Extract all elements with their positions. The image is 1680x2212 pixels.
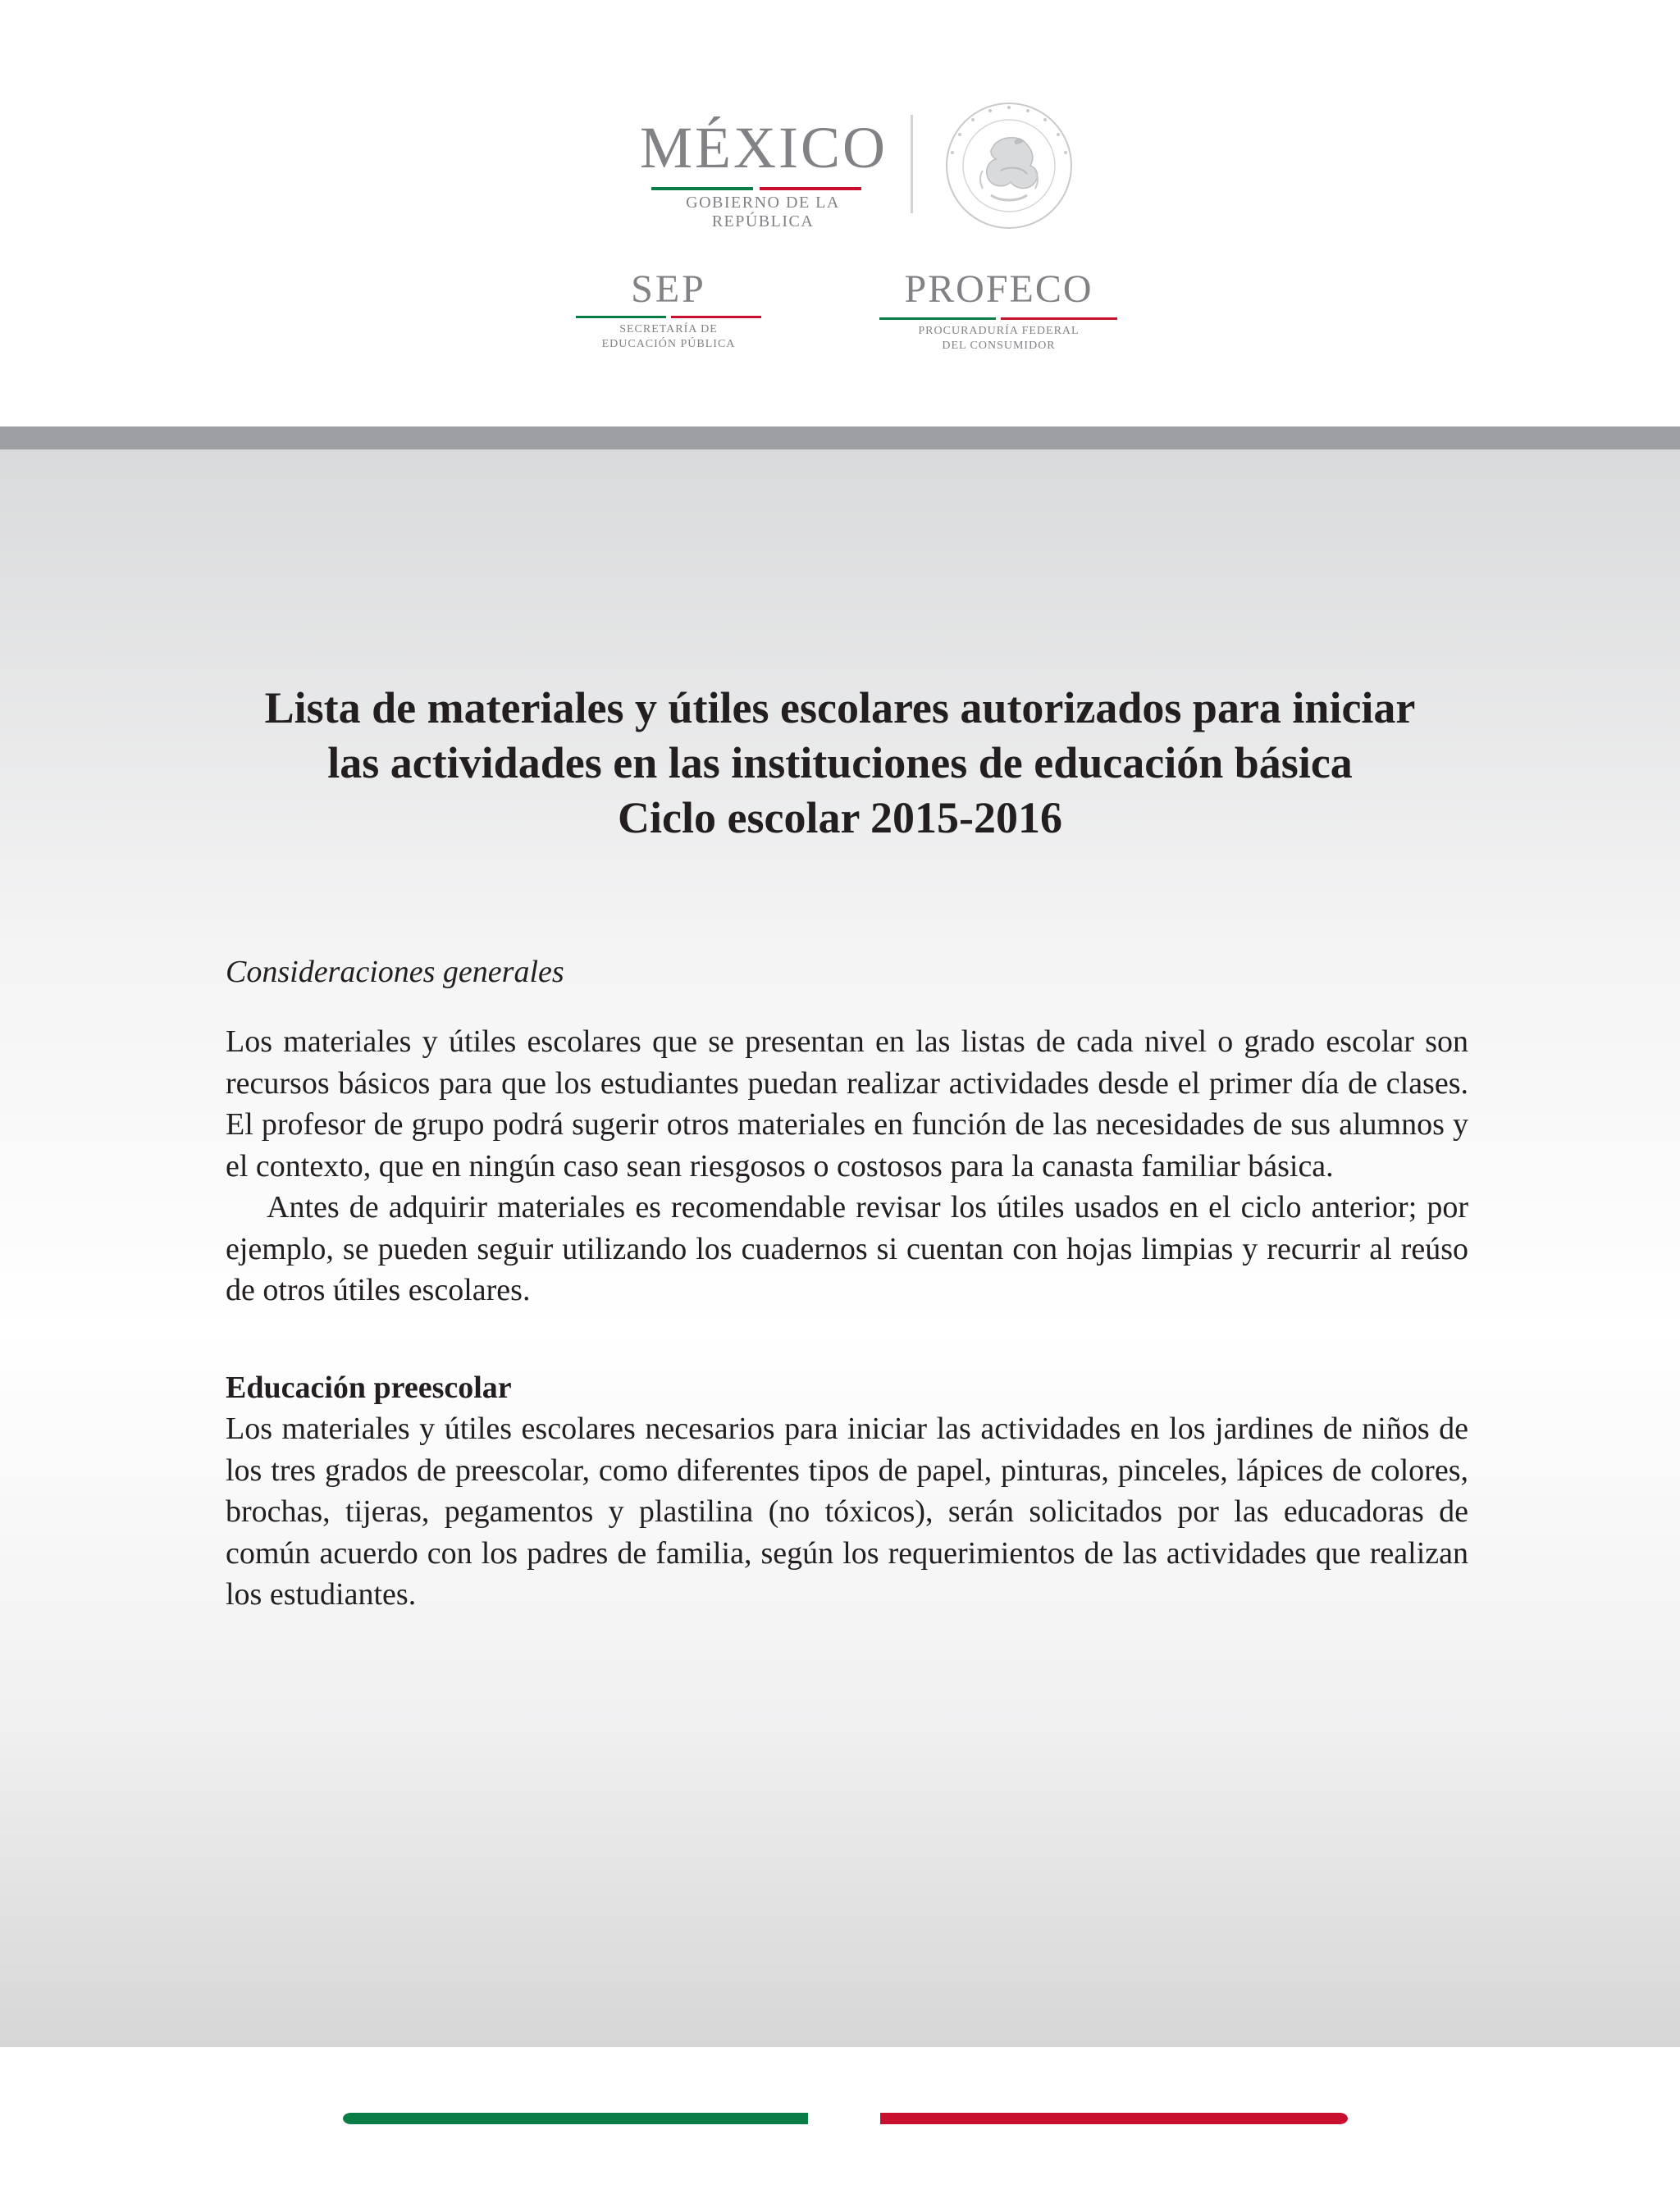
sep-logo: [574, 267, 763, 357]
profeco-wordmark: PROFECO: [904, 267, 1093, 311]
mexico-wordmark: MÉXICO: [640, 115, 888, 180]
document-title: [205, 681, 1475, 846]
profeco-subtitle-line1: PROCURADURÍA FEDERAL: [918, 325, 1080, 337]
title-line-3: Ciclo escolar 2015-2016: [618, 793, 1062, 842]
document-body: [226, 1021, 1468, 1616]
mexico-gobierno-logo: [640, 115, 888, 230]
logo-red-bar: [1001, 317, 1117, 320]
logo-red-bar: [671, 316, 761, 318]
sep-subtitle-line2: EDUCACIÓN PÚBLICA: [601, 338, 736, 350]
header-rule: [0, 426, 1680, 449]
logo-green-bar: [576, 316, 666, 318]
paragraph-consideraciones-2: Antes de adquirir materiales es recomendable revisar los útiles usados en el ciclo anterior; por ejemplo, se pueden seguir utilizando los cuadernos si cuentan con hojas limpias y recurrir al reúso de otros útiles escolares.: [226, 1190, 1468, 1307]
section-label: Consideraciones generales: [226, 955, 564, 989]
footer-green-stripe: [343, 2113, 808, 2124]
footer-red-stripe: [880, 2113, 1348, 2124]
profeco-subtitle-line2: DEL CONSUMIDOR: [942, 340, 1056, 352]
paragraph-preescolar: Los materiales y útiles escolares necesarios para iniciar las actividades en los jardines de niños de los tres grados de preescolar, como diferentes tipos de papel, pinturas, pinceles, lápices de colores, brochas, tijeras, pegamentos y plastilina (no tóxicos), serán solicitados por las educadoras de común acuerdo con los padres de familia, según los requerimientos de las actividades que realizan los estudiantes.: [226, 1412, 1468, 1612]
paragraph-consideraciones-1: Los materiales y útiles escolares que se presentan en las listas de cada nivel o grado escolar son recursos básicos para que los estudiantes puedan realizar actividades desde el primer día de clases. El profesor de grupo podrá sugerir otros materiales en función de las necesidades de sus alumnos y el contexto, que en ningún caso sean riesgosos o costosos para la canasta familiar básica.: [226, 1024, 1468, 1184]
logo-divider: [911, 115, 913, 213]
profeco-logo: [878, 267, 1120, 357]
logo-green-bar: [879, 317, 996, 320]
national-seal-icon: [943, 100, 1075, 231]
title-line-2: las actividades en las instituciones de educación básica: [327, 738, 1353, 787]
heading-educacion-preescolar: Educación preescolar: [226, 1370, 512, 1405]
sep-subtitle: [574, 322, 763, 352]
title-line-1: Lista de materiales y útiles escolares autorizados para iniciar: [264, 683, 1416, 732]
sep-wordmark: SEP: [631, 267, 706, 311]
logo-green-bar: [651, 187, 753, 190]
profeco-subtitle: [878, 324, 1120, 353]
gobierno-subtitle: GOBIERNO DE LA REPÚBLICA: [686, 194, 840, 230]
sep-subtitle-line1: SECRETARÍA DE: [619, 323, 718, 335]
logo-red-bar: [760, 187, 861, 190]
